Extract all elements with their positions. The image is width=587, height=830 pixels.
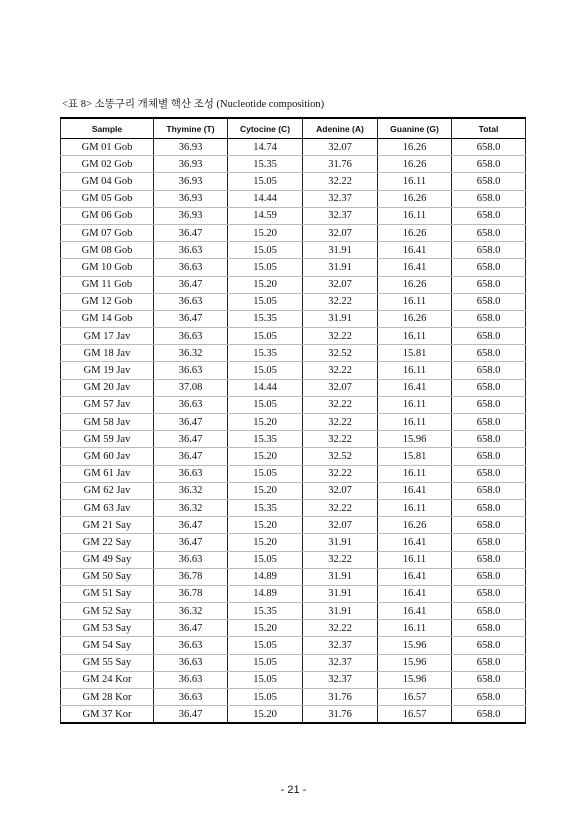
cytocine-cell: 15.05 [228, 654, 303, 671]
adenine-cell: 32.07 [303, 276, 378, 293]
adenine-cell: 32.37 [303, 207, 378, 224]
sample-cell: GM 54 Say [61, 637, 154, 654]
adenine-cell: 32.07 [303, 139, 378, 156]
table-row [61, 706, 526, 724]
guanine-cell: 16.11 [378, 396, 452, 413]
table-row [61, 517, 526, 534]
total-cell: 658.0 [452, 706, 526, 724]
table-row [61, 190, 526, 207]
thymine-cell: 36.93 [154, 190, 228, 207]
sample-cell: GM 63 Jav [61, 499, 154, 516]
adenine-cell: 31.91 [303, 534, 378, 551]
table-row [61, 689, 526, 706]
table-body [61, 139, 526, 724]
adenine-cell: 31.91 [303, 242, 378, 259]
table-row [61, 173, 526, 190]
adenine-cell: 32.37 [303, 654, 378, 671]
thymine-cell: 36.63 [154, 654, 228, 671]
thymine-cell: 36.93 [154, 139, 228, 156]
nucleotide-composition-table [60, 117, 526, 724]
guanine-cell: 16.11 [378, 414, 452, 431]
sample-cell: GM 24 Kor [61, 671, 154, 688]
thymine-cell: 36.32 [154, 499, 228, 516]
guanine-cell: 16.11 [378, 293, 452, 310]
table-row [61, 293, 526, 310]
cytocine-cell: 15.20 [228, 620, 303, 637]
guanine-cell: 16.11 [378, 465, 452, 482]
guanine-cell: 15.81 [378, 345, 452, 362]
sample-cell: GM 50 Say [61, 568, 154, 585]
thymine-cell: 36.47 [154, 276, 228, 293]
total-cell: 658.0 [452, 242, 526, 259]
cytocine-cell: 15.05 [228, 328, 303, 345]
sample-cell: GM 01 Gob [61, 139, 154, 156]
total-cell: 658.0 [452, 689, 526, 706]
cytocine-cell: 14.74 [228, 139, 303, 156]
table-row [61, 585, 526, 602]
adenine-cell: 31.76 [303, 706, 378, 724]
table-row [61, 207, 526, 224]
guanine-cell: 15.96 [378, 431, 452, 448]
adenine-cell: 32.22 [303, 465, 378, 482]
sample-cell: GM 51 Say [61, 585, 154, 602]
thymine-cell: 36.78 [154, 585, 228, 602]
table-row [61, 448, 526, 465]
total-cell: 658.0 [452, 654, 526, 671]
table-row [61, 276, 526, 293]
thymine-cell: 36.47 [154, 448, 228, 465]
total-cell: 658.0 [452, 431, 526, 448]
cytocine-cell: 15.35 [228, 156, 303, 173]
total-cell: 658.0 [452, 499, 526, 516]
thymine-cell: 36.63 [154, 396, 228, 413]
adenine-cell: 32.22 [303, 328, 378, 345]
guanine-cell: 16.41 [378, 568, 452, 585]
adenine-cell: 31.91 [303, 568, 378, 585]
total-cell: 658.0 [452, 620, 526, 637]
sample-cell: GM 10 Gob [61, 259, 154, 276]
adenine-cell: 32.22 [303, 499, 378, 516]
total-cell: 658.0 [452, 671, 526, 688]
table-row [61, 637, 526, 654]
adenine-cell: 32.22 [303, 293, 378, 310]
table-row [61, 551, 526, 568]
column-header-total: Total [452, 118, 526, 139]
guanine-cell: 16.41 [378, 534, 452, 551]
adenine-cell: 31.91 [303, 310, 378, 327]
thymine-cell: 36.32 [154, 482, 228, 499]
thymine-cell: 36.63 [154, 671, 228, 688]
adenine-cell: 32.37 [303, 190, 378, 207]
thymine-cell: 36.78 [154, 568, 228, 585]
table-row [61, 482, 526, 499]
adenine-cell: 32.22 [303, 620, 378, 637]
cytocine-cell: 15.35 [228, 603, 303, 620]
table-row [61, 242, 526, 259]
sample-cell: GM 04 Gob [61, 173, 154, 190]
adenine-cell: 32.22 [303, 431, 378, 448]
adenine-cell: 32.22 [303, 173, 378, 190]
column-header-adenine: Adenine (A) [303, 118, 378, 139]
adenine-cell: 32.07 [303, 224, 378, 241]
adenine-cell: 32.07 [303, 482, 378, 499]
cytocine-cell: 15.20 [228, 448, 303, 465]
guanine-cell: 16.11 [378, 173, 452, 190]
cytocine-cell: 15.05 [228, 671, 303, 688]
total-cell: 658.0 [452, 173, 526, 190]
cytocine-cell: 14.44 [228, 190, 303, 207]
thymine-cell: 36.32 [154, 603, 228, 620]
sample-cell: GM 59 Jav [61, 431, 154, 448]
table-header-row [61, 118, 526, 139]
column-header-guanine: Guanine (G) [378, 118, 452, 139]
guanine-cell: 16.41 [378, 242, 452, 259]
sample-cell: GM 21 Say [61, 517, 154, 534]
guanine-cell: 15.96 [378, 671, 452, 688]
total-cell: 658.0 [452, 637, 526, 654]
guanine-cell: 16.57 [378, 689, 452, 706]
adenine-cell: 31.91 [303, 585, 378, 602]
cytocine-cell: 15.35 [228, 499, 303, 516]
cytocine-cell: 15.20 [228, 534, 303, 551]
sample-cell: GM 14 Gob [61, 310, 154, 327]
guanine-cell: 16.26 [378, 190, 452, 207]
thymine-cell: 36.47 [154, 431, 228, 448]
guanine-cell: 16.41 [378, 603, 452, 620]
thymine-cell: 36.93 [154, 207, 228, 224]
cytocine-cell: 15.20 [228, 482, 303, 499]
cytocine-cell: 15.35 [228, 345, 303, 362]
total-cell: 658.0 [452, 139, 526, 156]
sample-cell: GM 57 Jav [61, 396, 154, 413]
cytocine-cell: 14.44 [228, 379, 303, 396]
total-cell: 658.0 [452, 224, 526, 241]
guanine-cell: 16.26 [378, 310, 452, 327]
table-row [61, 465, 526, 482]
cytocine-cell: 15.05 [228, 173, 303, 190]
cytocine-cell: 15.20 [228, 414, 303, 431]
table-row [61, 259, 526, 276]
sample-cell: GM 02 Gob [61, 156, 154, 173]
table-row [61, 620, 526, 637]
cytocine-cell: 14.89 [228, 585, 303, 602]
adenine-cell: 32.22 [303, 551, 378, 568]
table-row [61, 431, 526, 448]
thymine-cell: 36.63 [154, 259, 228, 276]
table-row [61, 379, 526, 396]
cytocine-cell: 15.05 [228, 551, 303, 568]
sample-cell: GM 12 Gob [61, 293, 154, 310]
thymine-cell: 36.63 [154, 242, 228, 259]
adenine-cell: 31.76 [303, 156, 378, 173]
thymine-cell: 36.63 [154, 689, 228, 706]
guanine-cell: 16.26 [378, 139, 452, 156]
adenine-cell: 31.91 [303, 603, 378, 620]
thymine-cell: 36.47 [154, 534, 228, 551]
total-cell: 658.0 [452, 414, 526, 431]
cytocine-cell: 15.05 [228, 637, 303, 654]
total-cell: 658.0 [452, 190, 526, 207]
adenine-cell: 31.76 [303, 689, 378, 706]
table-row [61, 396, 526, 413]
total-cell: 658.0 [452, 276, 526, 293]
adenine-cell: 32.37 [303, 671, 378, 688]
cytocine-cell: 15.35 [228, 310, 303, 327]
cytocine-cell: 15.05 [228, 465, 303, 482]
sample-cell: GM 37 Kor [61, 706, 154, 724]
thymine-cell: 36.93 [154, 156, 228, 173]
guanine-cell: 15.96 [378, 654, 452, 671]
sample-cell: GM 62 Jav [61, 482, 154, 499]
sample-cell: GM 60 Jav [61, 448, 154, 465]
guanine-cell: 15.81 [378, 448, 452, 465]
thymine-cell: 36.63 [154, 637, 228, 654]
total-cell: 658.0 [452, 345, 526, 362]
total-cell: 658.0 [452, 207, 526, 224]
thymine-cell: 36.47 [154, 224, 228, 241]
adenine-cell: 32.07 [303, 517, 378, 534]
thymine-cell: 36.63 [154, 551, 228, 568]
sample-cell: GM 22 Say [61, 534, 154, 551]
total-cell: 658.0 [452, 568, 526, 585]
thymine-cell: 36.32 [154, 345, 228, 362]
thymine-cell: 36.63 [154, 362, 228, 379]
guanine-cell: 16.11 [378, 551, 452, 568]
thymine-cell: 36.47 [154, 414, 228, 431]
total-cell: 658.0 [452, 517, 526, 534]
table-row [61, 603, 526, 620]
page-number: - 21 - [280, 784, 307, 796]
total-cell: 658.0 [452, 603, 526, 620]
sample-cell: GM 28 Kor [61, 689, 154, 706]
table-row [61, 139, 526, 156]
sample-cell: GM 11 Gob [61, 276, 154, 293]
guanine-cell: 16.11 [378, 362, 452, 379]
table-row [61, 156, 526, 173]
thymine-cell: 36.63 [154, 293, 228, 310]
sample-cell: GM 19 Jav [61, 362, 154, 379]
cytocine-cell: 14.59 [228, 207, 303, 224]
guanine-cell: 16.41 [378, 379, 452, 396]
sample-cell: GM 18 Jav [61, 345, 154, 362]
guanine-cell: 16.26 [378, 156, 452, 173]
table-row [61, 654, 526, 671]
total-cell: 658.0 [452, 465, 526, 482]
total-cell: 658.0 [452, 534, 526, 551]
cytocine-cell: 15.05 [228, 293, 303, 310]
adenine-cell: 31.91 [303, 259, 378, 276]
column-header-sample: Sample [61, 118, 154, 139]
cytocine-cell: 15.05 [228, 689, 303, 706]
guanine-cell: 16.11 [378, 328, 452, 345]
guanine-cell: 16.26 [378, 224, 452, 241]
sample-cell: GM 55 Say [61, 654, 154, 671]
total-cell: 658.0 [452, 310, 526, 327]
guanine-cell: 16.41 [378, 259, 452, 276]
sample-cell: GM 20 Jav [61, 379, 154, 396]
thymine-cell: 36.47 [154, 310, 228, 327]
cytocine-cell: 15.20 [228, 276, 303, 293]
sample-cell: GM 58 Jav [61, 414, 154, 431]
table-row [61, 224, 526, 241]
cytocine-cell: 15.35 [228, 431, 303, 448]
table-row [61, 362, 526, 379]
cytocine-cell: 15.05 [228, 362, 303, 379]
table-row [61, 671, 526, 688]
thymine-cell: 36.63 [154, 465, 228, 482]
sample-cell: GM 05 Gob [61, 190, 154, 207]
column-header-cytocine: Cytocine (C) [228, 118, 303, 139]
cytocine-cell: 15.20 [228, 517, 303, 534]
thymine-cell: 36.93 [154, 173, 228, 190]
sample-cell: GM 52 Say [61, 603, 154, 620]
adenine-cell: 32.52 [303, 345, 378, 362]
guanine-cell: 16.57 [378, 706, 452, 724]
sample-cell: GM 53 Say [61, 620, 154, 637]
guanine-cell: 16.11 [378, 207, 452, 224]
guanine-cell: 16.26 [378, 276, 452, 293]
guanine-cell: 16.41 [378, 482, 452, 499]
cytocine-cell: 15.20 [228, 706, 303, 724]
table-row [61, 414, 526, 431]
table-row [61, 328, 526, 345]
adenine-cell: 32.22 [303, 362, 378, 379]
total-cell: 658.0 [452, 551, 526, 568]
adenine-cell: 32.22 [303, 414, 378, 431]
sample-cell: GM 17 Jav [61, 328, 154, 345]
cytocine-cell: 15.20 [228, 224, 303, 241]
adenine-cell: 32.52 [303, 448, 378, 465]
thymine-cell: 36.47 [154, 517, 228, 534]
adenine-cell: 32.22 [303, 396, 378, 413]
guanine-cell: 16.11 [378, 620, 452, 637]
table-row [61, 534, 526, 551]
total-cell: 658.0 [452, 482, 526, 499]
total-cell: 658.0 [452, 585, 526, 602]
guanine-cell: 16.41 [378, 585, 452, 602]
adenine-cell: 32.37 [303, 637, 378, 654]
cytocine-cell: 14.89 [228, 568, 303, 585]
table-row [61, 499, 526, 516]
total-cell: 658.0 [452, 448, 526, 465]
cytocine-cell: 15.05 [228, 396, 303, 413]
sample-cell: GM 49 Say [61, 551, 154, 568]
guanine-cell: 15.96 [378, 637, 452, 654]
thymine-cell: 36.47 [154, 706, 228, 724]
thymine-cell: 37.08 [154, 379, 228, 396]
table-row [61, 345, 526, 362]
thymine-cell: 36.63 [154, 328, 228, 345]
total-cell: 658.0 [452, 328, 526, 345]
sample-cell: GM 07 Gob [61, 224, 154, 241]
table-caption: <표 8> 소똥구리 개체별 핵산 조성 (Nucleotide composition) [62, 99, 325, 110]
table-row [61, 310, 526, 327]
total-cell: 658.0 [452, 396, 526, 413]
sample-cell: GM 61 Jav [61, 465, 154, 482]
cytocine-cell: 15.05 [228, 259, 303, 276]
total-cell: 658.0 [452, 362, 526, 379]
total-cell: 658.0 [452, 156, 526, 173]
sample-cell: GM 06 Gob [61, 207, 154, 224]
adenine-cell: 32.07 [303, 379, 378, 396]
sample-cell: GM 08 Gob [61, 242, 154, 259]
total-cell: 658.0 [452, 379, 526, 396]
total-cell: 658.0 [452, 293, 526, 310]
column-header-thymine: Thymine (T) [154, 118, 228, 139]
thymine-cell: 36.47 [154, 620, 228, 637]
cytocine-cell: 15.05 [228, 242, 303, 259]
guanine-cell: 16.11 [378, 499, 452, 516]
guanine-cell: 16.26 [378, 517, 452, 534]
table-row [61, 568, 526, 585]
total-cell: 658.0 [452, 259, 526, 276]
